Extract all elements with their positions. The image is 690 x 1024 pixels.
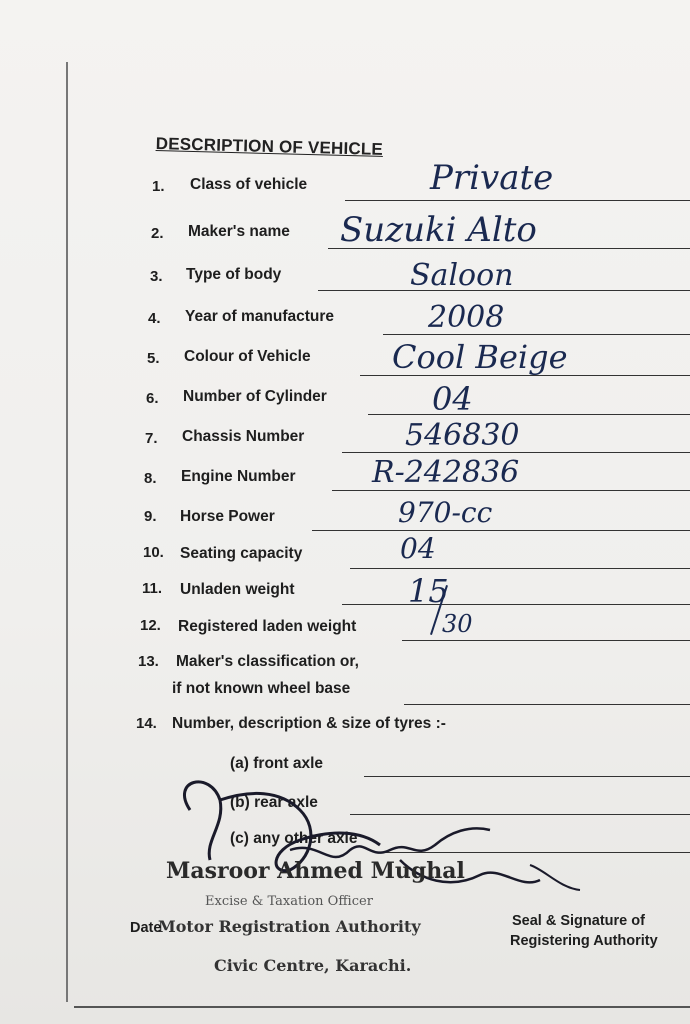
fill-line	[332, 490, 690, 491]
tyre-front-axle-label: (a) front axle	[230, 755, 324, 772]
bottom-border	[74, 1006, 690, 1008]
field-value-seating: 04	[400, 532, 436, 565]
field-label-tyres: Number, description & size of tyres :-	[172, 715, 446, 732]
field-number: 6.	[146, 390, 159, 407]
tyre-other-axle-label: (c) any other axle	[230, 830, 358, 847]
fill-line	[402, 640, 690, 641]
field-number: 7.	[145, 430, 158, 447]
field-number: 9.	[144, 508, 157, 525]
field-value-laden: 30	[442, 610, 473, 638]
fill-line	[368, 414, 690, 415]
field-label-class: Class of vehicle	[190, 176, 308, 193]
field-number: 13.	[138, 653, 159, 670]
field-value-chassis: 546830	[405, 418, 520, 453]
field-value-class: Private	[430, 158, 554, 198]
tyre-rear-axle-label: (b) rear axle	[230, 794, 318, 811]
document-heading: DESCRIPTION OF VEHICLE	[155, 134, 384, 159]
field-label-year: Year of manufacture	[185, 308, 335, 325]
fill-line	[342, 604, 690, 605]
fill-line	[350, 568, 690, 569]
date-label: Date	[130, 920, 162, 936]
field-number: 8.	[144, 470, 157, 487]
fill-line	[345, 200, 690, 201]
field-label-laden: Registered laden weight	[178, 618, 357, 635]
field-number: 11.	[142, 580, 163, 597]
field-value-cylinder: 04	[432, 380, 473, 418]
field-number: 2.	[151, 225, 164, 242]
field-label-engine: Engine Number	[181, 468, 296, 485]
field-number: 12.	[140, 617, 161, 634]
stamp-officer-name: Masroor Ahmed Mughal	[166, 858, 465, 884]
field-number: 1.	[152, 178, 165, 195]
fill-line	[312, 530, 690, 531]
field-number: 4.	[148, 310, 161, 327]
field-label-horsepower: Horse Power	[180, 508, 275, 525]
fill-line	[404, 704, 690, 705]
field-value-unladen: 15	[408, 572, 449, 610]
field-label-colour: Colour of Vehicle	[184, 348, 311, 365]
field-number: 14.	[136, 715, 157, 732]
field-value-colour: Cool Beige	[392, 338, 568, 376]
field-label-maker: Maker's name	[188, 223, 290, 240]
field-value-body: Saloon	[410, 258, 514, 293]
field-label-seating: Seating capacity	[180, 545, 303, 562]
field-value-year: 2008	[428, 300, 505, 335]
stamp-office-line: Excise & Taxation Officer	[205, 894, 373, 909]
handwritten-signature	[150, 770, 610, 910]
registering-authority-label: Registering Authority	[510, 933, 658, 949]
field-label-classification: Maker's classification or,	[176, 653, 359, 670]
field-label-cylinder: Number of Cylinder	[183, 388, 327, 405]
field-label-unladen: Unladen weight	[180, 581, 295, 598]
field-number: 10.	[143, 544, 164, 561]
field-value-horsepower: 970-cc	[398, 496, 493, 529]
left-border	[66, 62, 68, 1002]
field-value-engine: R-242836	[372, 455, 520, 490]
stamp-authority-line: Motor Registration Authority	[158, 917, 421, 936]
field-label-chassis: Chassis Number	[182, 428, 305, 445]
stamp-location-line: Civic Centre, Karachi.	[214, 956, 412, 975]
field-label-body: Type of body	[186, 266, 282, 283]
field-number: 3.	[150, 268, 163, 285]
field-label-wheelbase: if not known wheel base	[172, 680, 351, 697]
seal-signature-label: Seal & Signature of	[512, 913, 645, 929]
field-number: 5.	[147, 350, 160, 367]
field-value-maker: Suzuki Alto	[340, 210, 537, 250]
